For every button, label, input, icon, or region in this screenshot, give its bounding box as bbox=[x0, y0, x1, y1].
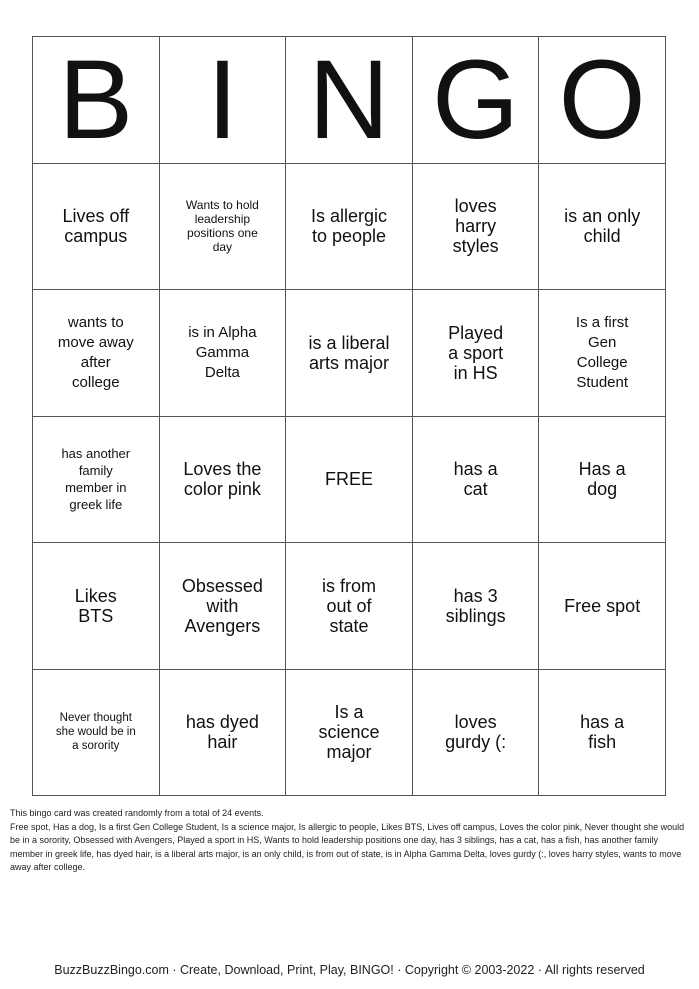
bingo-square bbox=[539, 164, 666, 291]
bingo-square bbox=[33, 417, 160, 544]
square-text: has a cat bbox=[453, 459, 498, 500]
free-square bbox=[286, 417, 413, 544]
square-text: has another family member in greek life bbox=[61, 446, 131, 513]
header-letter-n: N bbox=[286, 37, 413, 164]
bingo-square bbox=[413, 290, 540, 417]
square-text: Has a dog bbox=[578, 459, 626, 500]
bingo-square bbox=[286, 670, 413, 797]
bingo-card bbox=[32, 36, 666, 796]
bingo-square bbox=[33, 290, 160, 417]
bingo-square bbox=[413, 164, 540, 291]
bingo-square bbox=[160, 290, 287, 417]
notes-events-list: Free spot, Has a dog, Is a first Gen College Student, Is a science major, Is allergic to people, Likes BTS, Lives off campus, Loves the color pink, Never thought she would be in a sorority, Obsessed with Avengers, Played a sport in HS, Wants to hold leadership positions one day, has 3 siblings, has a cat, has a fish, has another family member in greek life, has dyed hair, is a liberal arts major, is an only child, is from out of state, is in Alpha Gamma Delta, loves gurdy (:, loves harry styles, wants to move away after college. bbox=[10, 821, 685, 872]
square-text: has dyed hair bbox=[185, 712, 259, 753]
bingo-square bbox=[539, 417, 666, 544]
square-text: Is a science major bbox=[318, 702, 380, 763]
bingo-square bbox=[160, 670, 287, 797]
square-text: Free spot bbox=[564, 595, 641, 616]
square-text: Likes BTS bbox=[74, 585, 117, 626]
square-text: has a fish bbox=[580, 712, 625, 753]
bingo-square bbox=[286, 543, 413, 670]
square-text: Loves the color pink bbox=[183, 459, 262, 500]
bingo-square bbox=[413, 670, 540, 797]
bingo-square bbox=[160, 164, 287, 291]
square-text: is from out of state bbox=[321, 575, 376, 636]
card-notes bbox=[10, 807, 690, 875]
header-letter-g: G bbox=[413, 37, 540, 164]
square-text: Obsessed with Avengers bbox=[181, 575, 263, 636]
bingo-square bbox=[539, 290, 666, 417]
square-text: Wants to hold leadership positions one day bbox=[185, 198, 259, 255]
square-text: Is a first Gen College Student bbox=[575, 313, 629, 391]
bingo-square bbox=[413, 543, 540, 670]
square-text: Lives off campus bbox=[62, 206, 130, 247]
header-letter-i: I bbox=[160, 37, 287, 164]
square-text: loves harry styles bbox=[452, 196, 499, 257]
square-text: Is allergic to people bbox=[310, 206, 387, 247]
bingo-square bbox=[33, 164, 160, 291]
square-text: is a liberal arts major bbox=[308, 332, 390, 373]
bingo-square bbox=[539, 670, 666, 797]
square-text: Never thought she would be in a sorority bbox=[55, 712, 136, 753]
square-text: FREE bbox=[324, 469, 373, 490]
square-text: loves gurdy (: bbox=[445, 712, 507, 753]
bingo-square bbox=[539, 543, 666, 670]
bingo-square bbox=[413, 417, 540, 544]
square-text: is in Alpha Gamma Delta bbox=[188, 323, 257, 381]
square-text: is an only child bbox=[564, 206, 641, 247]
square-text: Played a sport in HS bbox=[448, 322, 504, 383]
square-text: has 3 siblings bbox=[445, 585, 506, 626]
bingo-square bbox=[33, 543, 160, 670]
bingo-square bbox=[286, 164, 413, 291]
square-text: wants to move away after college bbox=[57, 313, 134, 391]
bingo-square bbox=[160, 417, 287, 544]
footer: BuzzBuzzBingo.com · Create, Download, Print, Play, BINGO! · Copyright © 2003-2022 · All rights reserved bbox=[54, 963, 645, 977]
header-letter-o: O bbox=[539, 37, 666, 164]
bingo-square bbox=[33, 670, 160, 797]
bingo-square bbox=[160, 543, 287, 670]
notes-summary: This bingo card was created randomly from a total of 24 events. bbox=[10, 808, 264, 818]
bingo-square bbox=[286, 290, 413, 417]
header-letter-b: B bbox=[33, 37, 160, 164]
